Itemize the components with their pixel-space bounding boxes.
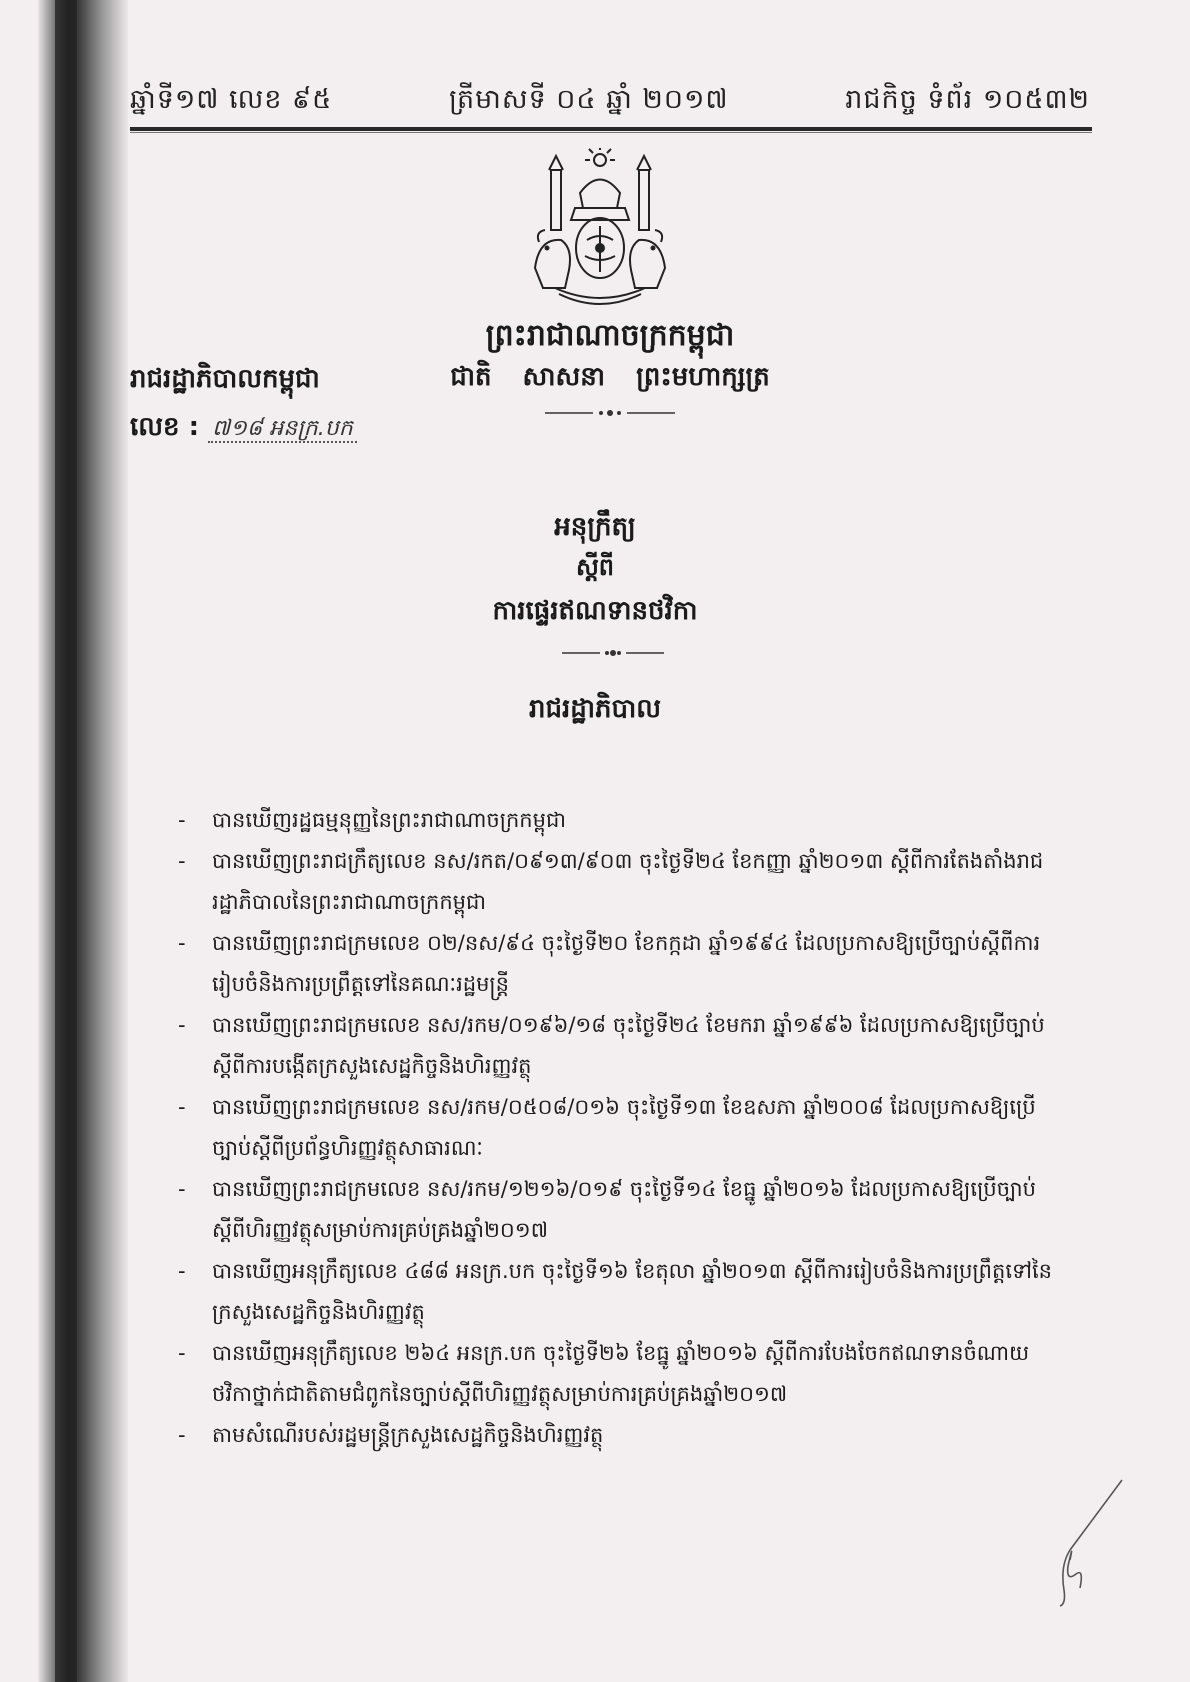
reference-line xyxy=(130,410,357,448)
kingdom-name: ព្រះរាជាណាចក្រកម្ពុជា xyxy=(485,318,735,353)
reference-label: លេខ : xyxy=(130,412,199,442)
preamble-item: - បានឃើញអនុក្រឹត្យលេខ ២៦៤ អនក្រ.បក ចុះថ្ងៃទី២៦ ខែធ្នូ ឆ្នាំ២០១៦ ស្តីពីការបែងចែកឥណទានចំណាយថវិកាថ្នាក់ជាតិតាមជំពូកនៃច្បាប់ស្តីពីហិរញ្ញវត្ថុសម្រាប់ការគ្រប់គ្រងឆ្នាំ២០១៧ xyxy=(178,1333,1058,1415)
reference-number: ៧១៨ អនក្រ.បក xyxy=(208,416,357,443)
preamble-item: - បានឃើញព្រះរាជក្រមលេខ នស/រកម/១២១៦/០១៩ ចុះថ្ងៃទី១៤ ខែធ្នូ ឆ្នាំ២០១៦ ដែលប្រកាសឱ្យប្រើច្បាប់ស្តីពីហិរញ្ញវត្ថុសម្រាប់ការគ្រប់គ្រងឆ្នាំ២០១៧ xyxy=(178,1169,1058,1251)
national-motto: ជាតិ សាសនា ព្រះមហាក្សត្រ xyxy=(450,362,770,392)
preamble-item: - បានឃើញរដ្ឋធម្មនុញ្ញនៃព្រះរាជាណាចក្រកម្ពុជា xyxy=(178,800,1058,841)
header-divider xyxy=(130,127,1092,131)
royal-coat-of-arms-icon xyxy=(525,148,675,313)
ornament-divider-icon xyxy=(545,408,675,418)
ornament-divider-icon xyxy=(562,648,664,658)
preamble-list xyxy=(178,800,1058,1456)
scan-page-edge-shadow xyxy=(38,0,128,1682)
gazette-date: ត្រីមាសទី ០៤ ឆ្នាំ ២០១៧ xyxy=(448,83,729,115)
gazette-header xyxy=(130,80,1090,124)
preamble-item: - បានឃើញព្រះរាជក្រឹត្យលេខ នស/រកត/០៩១៣/៩០៣ ចុះថ្ងៃទី២៤ ខែកញ្ញា ឆ្នាំ២០១៣ ស្តីពីការតែងតាំងរាជរដ្ឋាភិបាលនៃព្រះរាជាណាចក្រកម្ពុជា xyxy=(178,841,1058,923)
preamble-item: - បានឃើញព្រះរាជក្រមលេខ នស/រកម/០៥០៨/០១៦ ចុះថ្ងៃទី១៣ ខែឧសភា ឆ្នាំ២០០៨ ដែលប្រកាសឱ្យប្រើច្បាប់ស្តីពីប្រព័ន្ធហិរញ្ញវត្ថុសាធារណៈ xyxy=(178,1087,1058,1169)
preamble-item: - តាមសំណើរបស់រដ្ឋមន្ត្រីក្រសួងសេដ្ឋកិច្ចនិងហិរញ្ញវត្ថុ xyxy=(178,1415,1058,1456)
government-name: រាជរដ្ឋាភិបាលកម្ពុជា xyxy=(130,364,320,394)
issuing-authority: រាជរដ្ឋាភិបាល xyxy=(528,694,662,724)
document-type: អនុក្រឹត្យ xyxy=(554,512,636,542)
header-divider-thin xyxy=(130,132,1092,133)
preamble-item: - បានឃើញអនុក្រឹត្យលេខ ៤៨៨ អនក្រ.បក ចុះថ្ងៃទី១៦ ខែតុលា ឆ្នាំ២០១៣ ស្តីពីការរៀបចំនិងការប្រព្រឹត្តទៅនៃក្រសួងសេដ្ឋកិច្ចនិងហិរញ្ញវត្ថុ xyxy=(178,1251,1058,1333)
gazette-page: រាជកិច្ច ទំព័រ ១០៥៣២ xyxy=(845,83,1090,115)
document-about: ស្តីពី xyxy=(575,553,615,581)
initials-signature-icon xyxy=(1030,1470,1130,1610)
gazette-year-issue: ឆ្នាំទី១៧ លេខ ៩៥ xyxy=(130,83,333,115)
document-subject: ការផ្ទេរឥណទានថវិកា xyxy=(492,596,698,626)
preamble-item: - បានឃើញព្រះរាជក្រមលេខ នស/រកម/០១៩៦/១៨ ចុះថ្ងៃទី២៤ ខែមករា ឆ្នាំ១៩៩៦ ដែលប្រកាសឱ្យប្រើច្បាប់ស្តីពីការបង្កើតក្រសួងសេដ្ឋកិច្ចនិងហិរញ្ញវត្ថុ xyxy=(178,1005,1058,1087)
preamble-item: - បានឃើញព្រះរាជក្រមលេខ ០២/នស/៩៤ ចុះថ្ងៃទី២០ ខែកក្កដា ឆ្នាំ១៩៩៤ ដែលប្រកាសឱ្យប្រើច្បាប់ស្តីពីការរៀបចំនិងការប្រព្រឹត្តទៅនៃគណៈរដ្ឋមន្ត្រី xyxy=(178,923,1058,1005)
scan-binding-shadow xyxy=(55,0,77,1682)
